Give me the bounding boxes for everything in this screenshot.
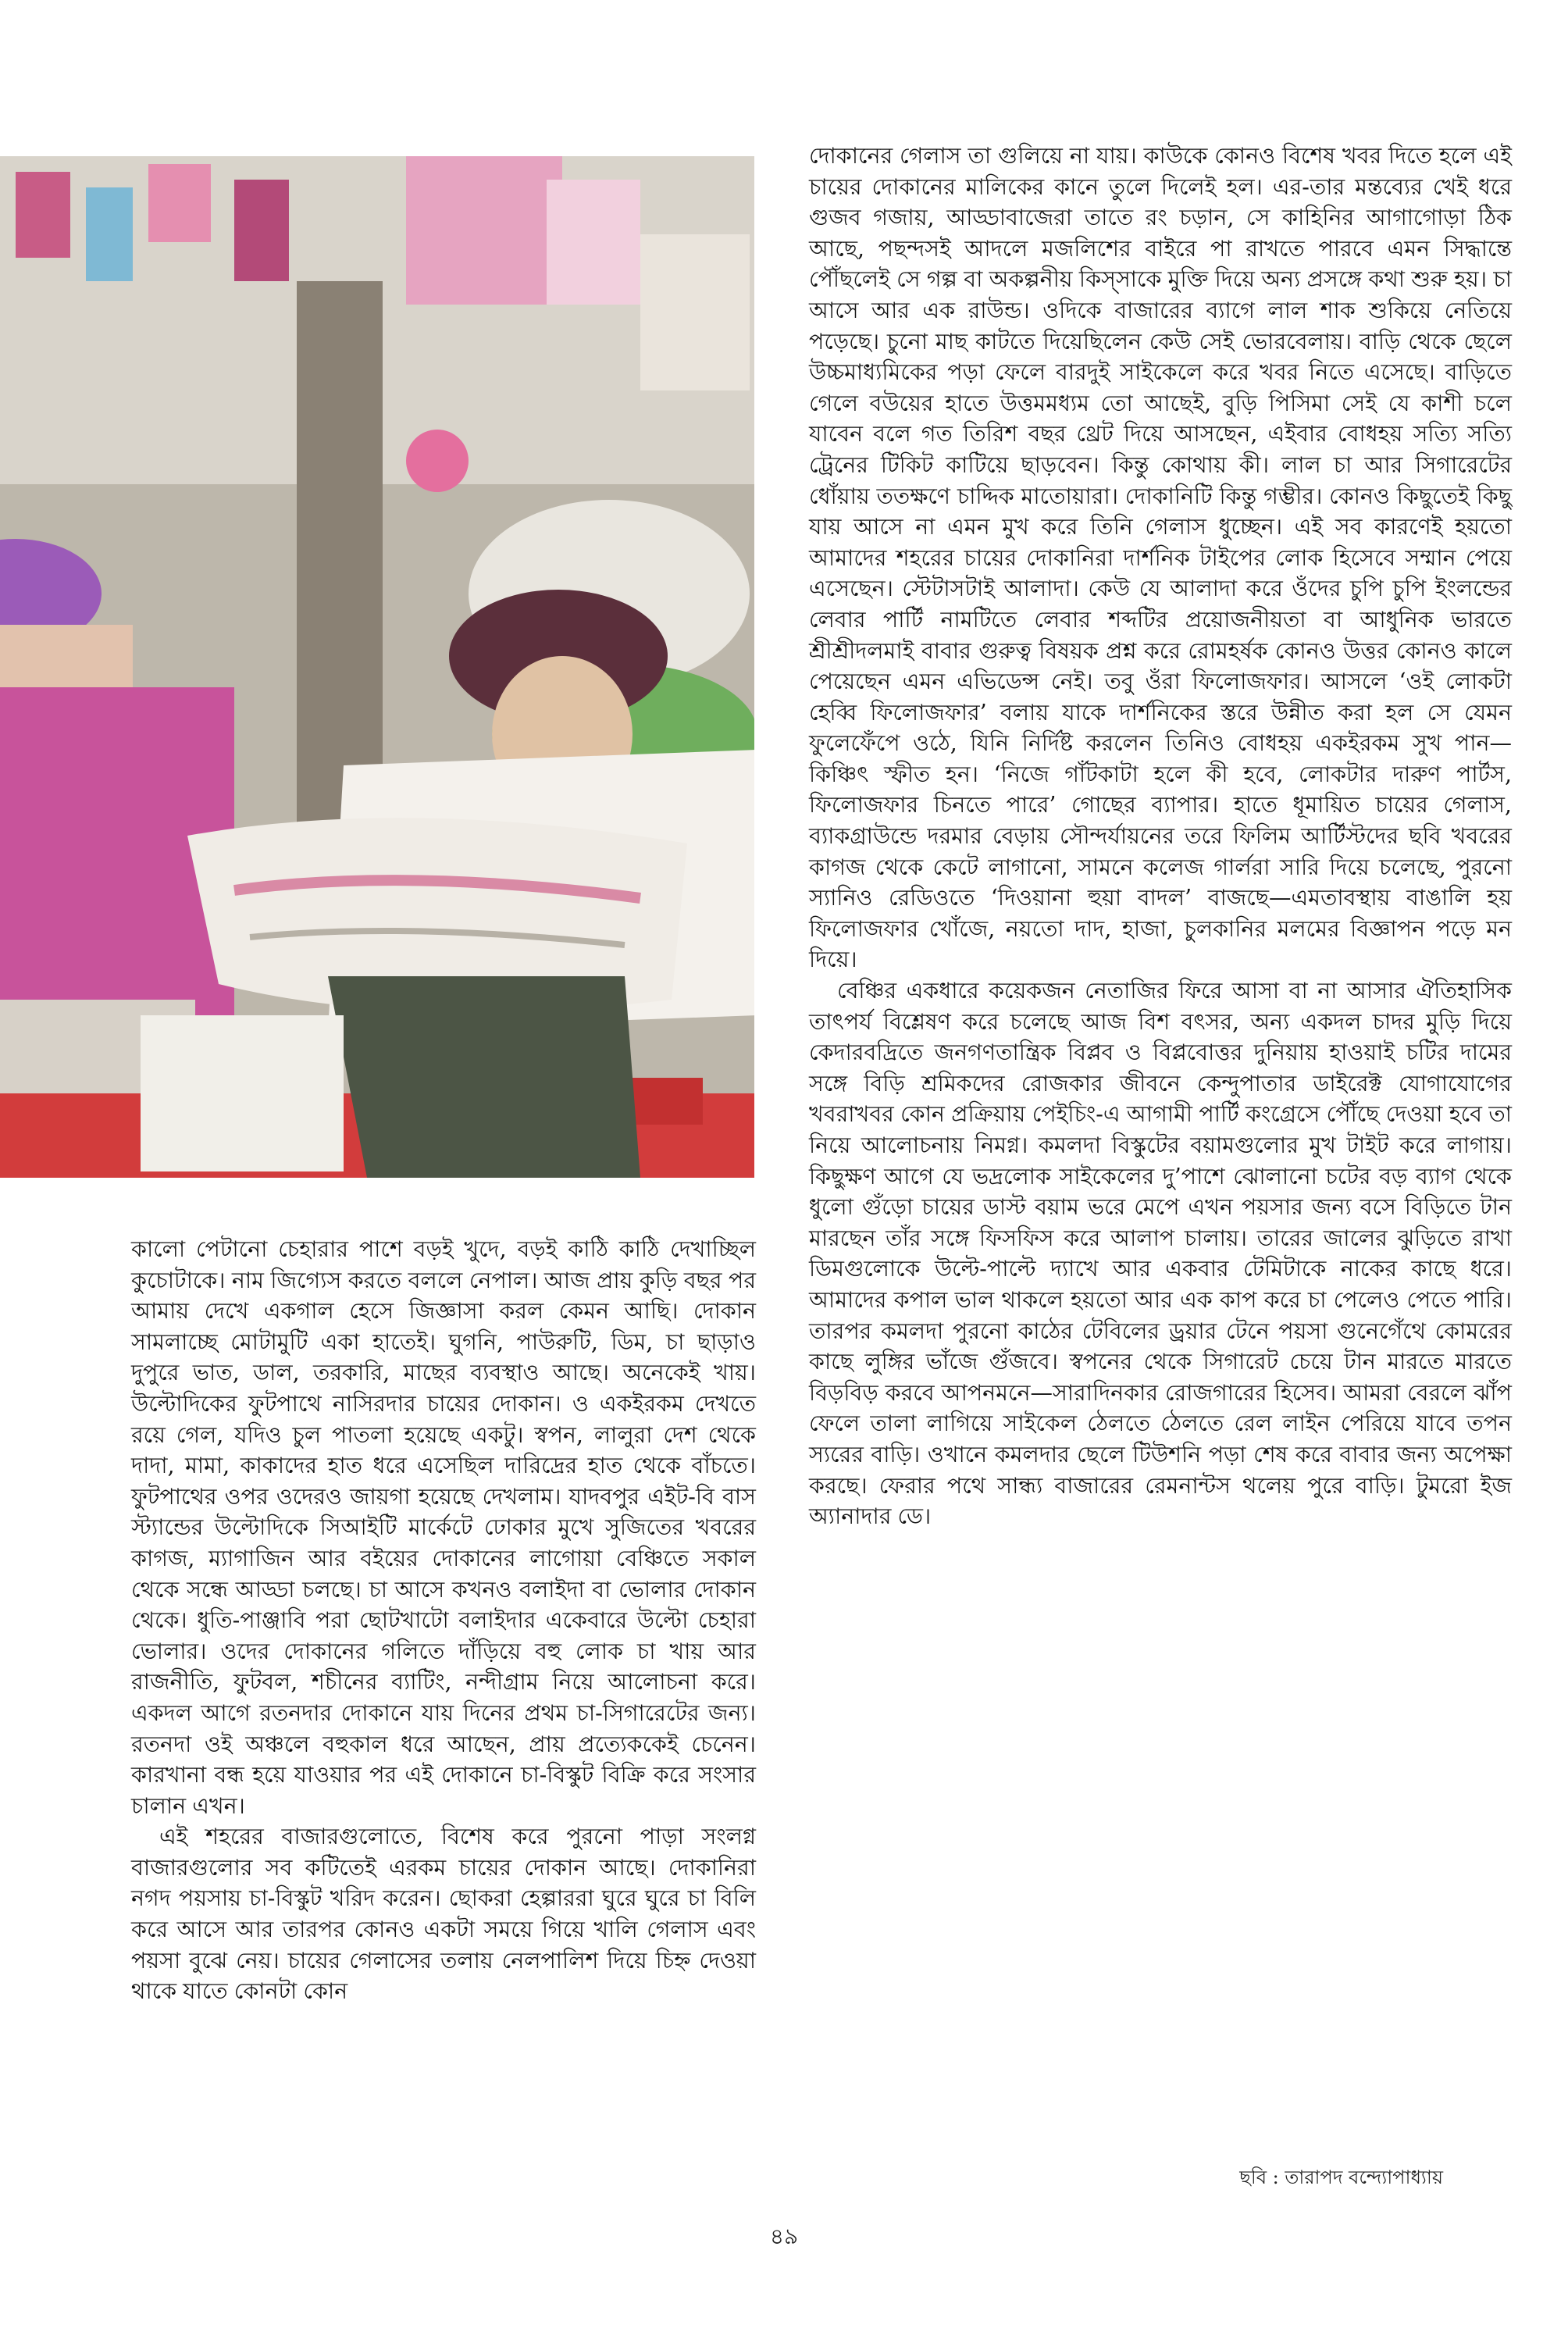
article-paragraph: এই শহরের বাজারগুলোতে, বিশেষ করে পুরনো পাড়া সংলগ্ন বাজারগুলোর সব কটিতেই এরকম চায়ের দোকান আছে। দোকানিরা নগদ পয়সায় চা-বিস্কুট খরিদ করেন। ছোকরা হেল্পাররা ঘুরে ঘুরে চা বিলি করে আসে আর তারপর কোনও একটা সময়ে গিয়ে খালি গেলাস এবং পয়সা বুঝে নেয়। চায়ের গেলাসের তলায় নেলপালিশ দিয়ে চিহ্ন দেওয়া থাকে যাতে কোনটা কোন	[131, 1824, 756, 2005]
photo-credit: ছবি : তারাপদ বন্দ্যোপাধ্যায়	[1239, 2166, 1443, 2188]
photograph-newspaper-reader-illustration	[0, 156, 754, 1178]
newspaper-reader-photo	[0, 156, 754, 1178]
article-paragraph: বেঞ্চির একধারে কয়েকজন নেতাজির ফিরে আসা বা না আসার ঐতিহাসিক তাৎপর্য বিশ্লেষণ করে চলেছে আজ বিশ বৎসর, অন্য একদল চাদর মুড়ি দিয়ে কেদারবদ্রিতে জনগণতান্ত্রিক বিপ্লব ও বিপ্লবোত্তর দুনিয়ায় হাওয়াই চটির দামের সঙ্গে বিড়ি শ্রমিকদের রোজকার জীবনে কেন্দুপাতার ডাইরেক্ট যোগাযোগের খবরাখবর কোন প্রক্রিয়ায় পেইচিং-এ আগামী পার্টি কংগ্রেসে পৌঁছে দেওয়া হবে তা নিয়ে আলোচনায় নিমগ্ন। কমলদা বিস্কুটের বয়ামগুলোর মুখ টাইট করে লাগায়। কিছুক্ষণ আগে যে ভদ্রলোক সাইকেলের দু’পাশে ঝোলানো চটের বড় ব্যাগ থেকে ধুলো গুঁড়ো চায়ের ডাস্ট বয়াম ভরে মেপে এখন পয়সার জন্য বসে বিড়িতে টান মারছেন তাঁর সঙ্গে ফিসফিস করে আলাপ চালায়। তারের জালের ঝুড়িতে রাখা ডিমগুলোকে উল্টে-পাল্টে দ্যাখে আর একবার টেমিটাকে নাকের কাছে ধরে। আমাদের কপাল ভাল থাকলে হয়তো আর এক কাপ করে চা পেলেও পেতে পারি। তারপর কমলদা পুরনো কাঠের টেবিলের ড্রয়ার টেনে পয়সা গুনেগেঁথে কোমরের কাছে লুঙ্গির ভাঁজে গুঁজবে। স্বপনের থেকে সিগারেট চেয়ে টান মারতে মারতে বিড়বিড় করবে আপনমনে—সারাদিনকার রোজগারের হিসেব। আমরা বেরলে ঝাঁপ ফেলে তালা লাগিয়ে সাইকেল ঠেলতে ঠেলতে রেল লাইন পেরিয়ে যাবে তপন স্যরের বাড়ি। ওখানে কমলদার ছেলে টিউশনি পড়া শেষ করে বাবার জন্য অপেক্ষা করছে। ফেরার পথে সান্ধ্য বাজারের রেমনান্টস থলেয় পুরে বাড়ি। টুমরো ইজ অ্যানাদার ডে।	[809, 978, 1512, 1530]
article-paragraph: দোকানের গেলাস তা গুলিয়ে না যায়। কাউকে কোনও বিশেষ খবর দিতে হলে এই চায়ের দোকানের মালিকের কানে তুলে দিলেই হল। এর-তার মন্তব্যের খেই ধরে গুজব গজায়, আড্ডাবাজেরা তাতে রং চড়ান, সে কাহিনির আগাগোড়া ঠিক আছে, পছন্দসই আদলে মজলিশের বাইরে পা রাখতে পারবে এমন সিদ্ধান্তে পৌঁছলেই সে গল্প বা অকল্পনীয় কিস্‌সাকে মুক্তি দিয়ে অন্য প্রসঙ্গে কথা শুরু হয়। চা আসে আর এক রাউন্ড। ওদিকে বাজারের ব্যাগে লাল শাক শুকিয়ে নেতিয়ে পড়েছে। চুনো মাছ কাটতে দিয়েছিলেন কেউ সেই ভোরবেলায়। বাড়ি থেকে ছেলে উচ্চমাধ্যমিকের পড়া ফেলে বারদুই সাইকেলে করে খবর নিতে এসেছে। বাড়িতে গেলে বউয়ের হাতে উত্তমমধ্যম তো আছেই, বুড়ি পিসিমা সেই যে কাশী চলে যাবেন বলে গত তিরিশ বছর থ্রেট দিয়ে আসছেন, এইবার বোধহয় সত্যি সত্যি ট্রেনের টিকিট কাটিয়ে ছাড়বেন। কিন্তু কোথায় কী। লাল চা আর সিগারেটের ধোঁয়ায় ততক্ষণে চাদ্দিক মাতোয়ারা। দোকানিটি কিন্তু গম্ভীর। কোনও কিছুতেই কিছু যায় আসে না এমন মুখ করে তিনি গেলাস ধুচ্ছেন। এই সব কারণেই হয়তো আমাদের শহরের চায়ের দোকানিরা দার্শনিক টাইপের লোক হিসেবে সম্মান পেয়ে এসেছেন। স্টেটাসটাই আলাদা। কেউ যে আলাদা করে ওঁদের চুপি চুপি ইংলন্ডের লেবার পার্টি নামটিতে লেবার শব্দটির প্রয়োজনীয়তা বা আধুনিক ভারতে শ্রীশ্রীদলমাই বাবার গুরুত্ব বিষয়ক প্রশ্ন করে রোমহর্ষক কোনও উত্তর কোনও কালে পেয়েছেন এমন এভিডেন্স নেই। তবু ওঁরা ফিলোজফার। আসলে ‘ওই লোকটা হেব্বি ফিলোজফার’ বলায় যাকে দার্শনিকের স্তরে উন্নীত করা হল সে যেমন ফুলেফেঁপে ওঠে, যিনি নির্দিষ্ট করলেন তিনিও বোধহয় একইরকম সুখ পান—কিঞ্চিৎ স্ফীত হন। ‘নিজে গাঁটকাটা হলে কী হবে, লোকটার দারুণ পার্টস, ফিলোজফার চিনতে পারে’ গোছের ব্যাপার। হাতে ধূমায়িত চায়ের গেলাস, ব্যাকগ্রাউন্ডে দরমার বেড়ায় সৌন্দর্যায়নের তরে ফিলিম আর্টিস্টদের ছবি খবরের কাগজ থেকে কেটে লাগানো, সামনে কলেজ গার্লরা সারি দিয়ে চলেছে, পুরনো স্যানিও রেডিওতে ‘দিওয়ানা হুয়া বাদল’ বাজছে—এমতাবস্থায় বাঙালি হয় ফিলোজফার খোঁজে, নয়তো দাদ, হাজা, চুলকানির মলমের বিজ্ঞাপন পড়ে মন দিয়ে।	[809, 143, 1512, 973]
article-column-left	[131, 1234, 756, 2007]
article-column-right	[809, 141, 1512, 1532]
article-paragraph: কালো পেটানো চেহারার পাশে বড়ই খুদে, বড়ই কাঠি কাঠি দেখাচ্ছিল কুচোটাকে। নাম জিগ্যেস করতে বললে নেপাল। আজ প্রায় কুড়ি বছর পর আমায় দেখে একগাল হেসে জিজ্ঞাসা করল কেমন আছি। দোকান সামলাচ্ছে মোটামুটি একা হাতেই। ঘুগনি, পাউরুটি, ডিম, চা ছাড়াও দুপুরে ভাত, ডাল, তরকারি, মাছের ব্যবস্থাও আছে। অনেকেই খায়। উল্টোদিকের ফুটপাথে নাসিরদার চায়ের দোকান। ও একইরকম দেখতে রয়ে গেল, যদিও চুল পাতলা হয়েছে একটু। স্বপন, লালুরা দেশ থেকে দাদা, মামা, কাকাদের হাত ধরে এসেছিল দারিদ্রের হাত থেকে বাঁচতে। ফুটপাথের ওপর ওদেরও জায়গা হয়েছে দেখলাম। যাদবপুর এইট-বি বাস স্ট্যান্ডের উল্টোদিকে সিআইটি মার্কেটে ঢোকার মুখে সুজিতের খবরের কাগজ, ম্যাগাজিন আর বইয়ের দোকানের লাগোয়া বেঞ্চিতে সকাল থেকে সন্ধে আড্ডা চলছে। চা আসে কখনও বলাইদা বা ভোলার দোকান থেকে। ধুতি-পাঞ্জাবি পরা ছোটখাটো বলাইদার একেবারে উল্টো চেহারা ভোলার। ওদের দোকানের গলিতে দাঁড়িয়ে বহু লোক চা খায় আর রাজনীতি, ফুটবল, শচীনের ব্যাটিং, নন্দীগ্রাম নিয়ে আলোচনা করে। একদল আগে রতনদার দোকানে যায় দিনের প্রথম চা-সিগারেটের জন্য। রতনদা ওই অঞ্চলে বহুকাল ধরে আছেন, প্রায় প্রত্যেককেই চেনেন। কারখানা বন্ধ হয়ে যাওয়ার পর এই দোকানে চা-বিস্কুট বিক্রি করে সংসার চালান এখন।	[131, 1236, 756, 1819]
page-number: ৪৯	[769, 2223, 799, 2249]
